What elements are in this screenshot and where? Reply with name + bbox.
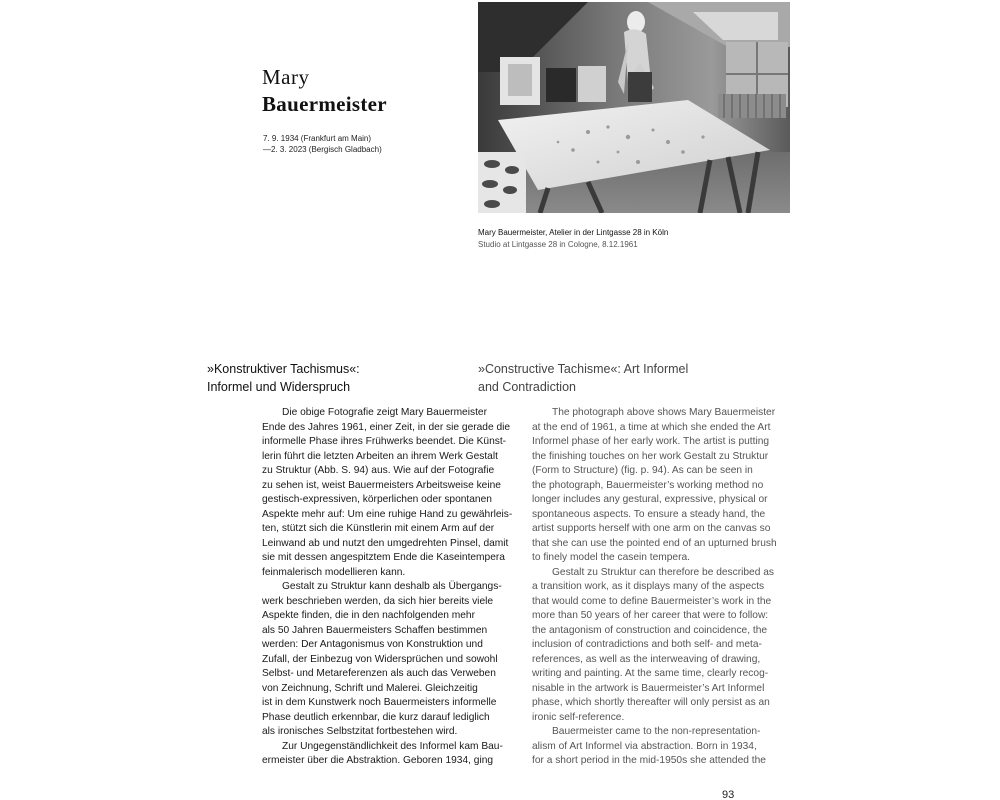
text-line: Gestalt zu Struktur can therefore be described as: [552, 566, 774, 578]
text-line: longer includes any gestural, expressive, physical or: [532, 494, 768, 505]
text-line: Leinwand ab und nutzt den umgedrehten Pinsel, damit: [262, 537, 509, 549]
text-line: a transition work, as it displays many of the aspects: [532, 581, 765, 592]
text-line: lerin führt die letzten Arbeiten an ihrem Werk Gestalt: [262, 450, 498, 462]
text-line: Zur Ungegenständlichkeit des Informel kam Bau-: [282, 740, 503, 752]
section-heading-de-line: Informel und Widerspruch: [207, 380, 351, 394]
text-line: zu sehen ist, weist Bauermeisters Arbeitsweise keine: [262, 479, 501, 491]
text-line: more than 50 years of her career that were to follow:: [532, 610, 769, 621]
text-line: that would come to define Bauermeister’s work in the: [532, 595, 772, 607]
artist-first-name: Mary: [262, 65, 310, 89]
body-text-de: [262, 406, 512, 769]
text-line: Ende des Jahres 1961, einer Zeit, in der sie gerade die: [262, 421, 511, 433]
text-line: ist in dem Kunstwerk noch Bauermeisters informelle: [262, 697, 497, 708]
text-line: informelle Phase ihres Frühwerks beendet. Die Künst-: [262, 436, 507, 447]
photo-caption-de: Mary Bauermeister, Atelier in der Lintgasse 28 in Köln: [478, 228, 669, 237]
section-heading-de: [207, 360, 360, 396]
section-heading-en-line: and Contradiction: [478, 380, 576, 394]
text-line: sie mit dessen angespitztem Ende die Kaseintempera: [262, 552, 505, 563]
text-line: ermeister über die Abstraktion. Geboren 1934, ging: [262, 755, 494, 766]
text-line: gestisch-expressiven, körperlichen oder spontanen: [262, 494, 492, 505]
text-line: references, as well as the interweaving of drawing,: [532, 653, 761, 665]
text-line: als ironisches Selbstzitat fortbestehen wird.: [262, 726, 458, 737]
text-line: the photograph, Bauermeister’s working method no: [532, 479, 764, 491]
text-line: Aspekte finden, die in den nachfolgenden mehr: [262, 610, 475, 621]
photo-caption: [478, 227, 668, 251]
text-line: werk beschrieben werden, da sich hier bereits viele: [262, 595, 494, 607]
text-line: inclusion of contradictions and both self- and meta-: [532, 639, 762, 650]
artist-name: [262, 64, 387, 118]
text-line: von Zeichnung, Schrift und Malerei. Gleichzeitig: [262, 682, 478, 694]
text-line: Die obige Fotografie zeigt Mary Bauermeister: [282, 407, 487, 418]
section-heading-en-line: »Constructive Tachisme«: Art Informel: [478, 362, 689, 376]
page-number: 93: [722, 789, 735, 800]
text-line: to finely model the casein tempera.: [532, 552, 690, 563]
text-line: alism of Art Informel via abstraction. Born in 1934,: [532, 740, 757, 752]
body-text-en: [532, 406, 790, 769]
text-line: Selbst- und Metareferenzen als auch das Verweben: [262, 668, 496, 679]
text-line: feinmalerisch modellieren kann.: [262, 566, 406, 578]
birth-date: 7. 9. 1934 (Frankfurt am Main): [263, 134, 372, 143]
text-line: artist supports herself with one arm on the canvas so: [532, 523, 771, 534]
text-line: at the end of 1961, a time at which she ended the Art: [532, 421, 771, 433]
section-heading-en: [478, 360, 688, 396]
text-line: werden: Der Antagonismus von Konstruktion und: [262, 639, 483, 650]
text-line: Informel phase of her early work. The artist is putting: [532, 436, 770, 447]
text-line: Aspekte mehr auf: Um eine ruhige Hand zu gewährleis-: [262, 508, 513, 520]
text-line: the finishing touches on her work Gestalt zu Struktur: [532, 450, 769, 462]
life-dates: [263, 133, 382, 155]
studio-photograph: [478, 2, 790, 213]
text-line: the antagonism of construction and coincidence, the: [532, 624, 768, 636]
photo-caption-en: Studio at Lintgasse 28 in Cologne, 8.12.1961: [478, 240, 638, 249]
text-line: spontaneous aspects. To ensure a steady hand, the: [532, 508, 766, 520]
text-line: Zufall, der Einbezug von Widersprüchen und sowohl: [262, 653, 498, 665]
death-date: —2. 3. 2023 (Bergisch Gladbach): [263, 145, 382, 154]
text-line: The photograph above shows Mary Bauermeister: [552, 407, 776, 418]
text-line: phase, which shortly thereafter will only persist as an: [532, 697, 770, 708]
text-line: als 50 Jahren Bauermeisters Schaffen bestimmen: [262, 624, 488, 636]
text-line: Phase deutlich erkennbar, die kurz darauf lediglich: [262, 711, 490, 723]
text-line: Bauermeister came to the non-representation-: [552, 726, 761, 737]
text-line: that she can use the pointed end of an upturned brush: [532, 537, 777, 549]
text-line: zu Struktur (Abb. S. 94) aus. Wie auf der Fotografie: [262, 465, 495, 476]
text-line: (Form to Structure) (fig. p. 94). As can be seen in: [532, 465, 753, 476]
text-line: Gestalt zu Struktur kann deshalb als Übergangs-: [282, 581, 502, 592]
text-line: ten, stützt sich die Künstlerin mit einem Arm auf der: [262, 523, 495, 534]
text-line: nisable in the artwork is Bauermeister’s Art Informel: [532, 682, 765, 694]
text-line: writing and painting. At the same time, clearly recog-: [532, 668, 769, 679]
artist-last-name: Bauermeister: [262, 92, 387, 116]
text-line: for a short period in the mid-1950s she attended the: [532, 755, 766, 766]
section-heading-de-line: »Konstruktiver Tachismus«:: [207, 362, 360, 376]
text-line: ironic self-reference.: [532, 711, 625, 723]
